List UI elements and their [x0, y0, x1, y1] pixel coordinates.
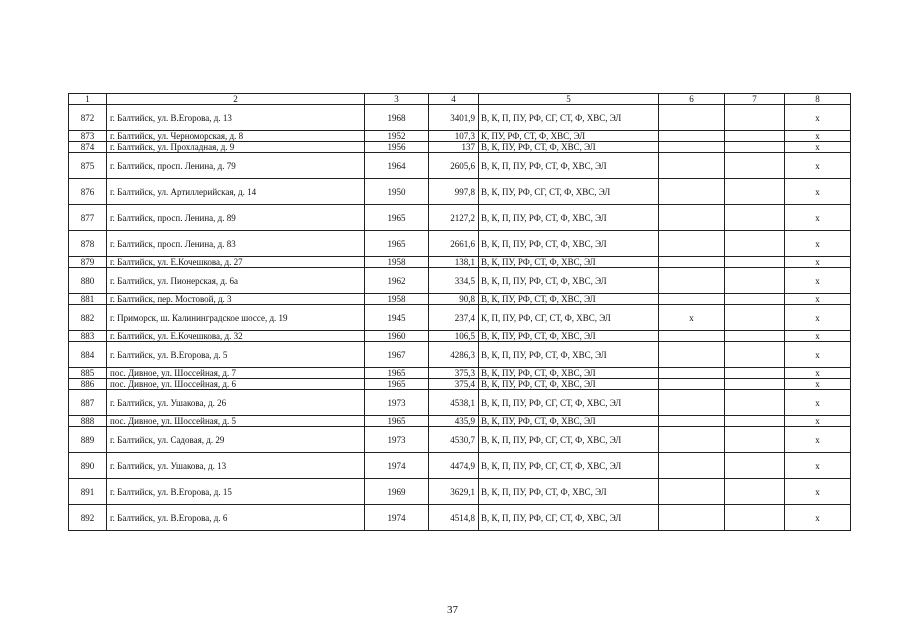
area-cell: 4538,1 — [429, 390, 479, 416]
col8-cell: х — [785, 479, 851, 505]
address-cell: г. Балтийск, ул. Черноморская, д. 8 — [107, 131, 365, 142]
address-cell: г. Балтийск, ул. Прохладная, д. 9 — [107, 142, 365, 153]
table-row — [69, 342, 851, 368]
col8-cell: х — [785, 294, 851, 305]
services-cell: В, К, ПУ, РФ, СТ, Ф, ХВС, ЭЛ — [479, 294, 659, 305]
col6-cell — [659, 379, 725, 390]
services-cell: В, К, ПУ, РФ, СТ, Ф, ХВС, ЭЛ — [479, 257, 659, 268]
year-cell: 1974 — [365, 505, 429, 531]
row-number: 873 — [69, 131, 107, 142]
address-cell: г. Балтийск, ул. Ушакова, д. 26 — [107, 390, 365, 416]
col6-cell — [659, 268, 725, 294]
year-cell: 1950 — [365, 179, 429, 205]
table-row — [69, 331, 851, 342]
row-number: 884 — [69, 342, 107, 368]
col8-cell: х — [785, 390, 851, 416]
table-row — [69, 142, 851, 153]
year-cell: 1965 — [365, 205, 429, 231]
col8-cell: х — [785, 231, 851, 257]
area-cell: 4514,8 — [429, 505, 479, 531]
table-row — [69, 205, 851, 231]
area-cell: 334,5 — [429, 268, 479, 294]
col6-cell — [659, 479, 725, 505]
row-number: 880 — [69, 268, 107, 294]
col8-cell: х — [785, 453, 851, 479]
area-cell: 997,8 — [429, 179, 479, 205]
row-number: 875 — [69, 153, 107, 179]
col6-cell — [659, 231, 725, 257]
col8-cell: х — [785, 205, 851, 231]
row-number: 876 — [69, 179, 107, 205]
header-cell: 1 — [69, 94, 107, 105]
col6-cell: х — [659, 305, 725, 331]
row-number: 878 — [69, 231, 107, 257]
address-cell: г. Балтийск, просп. Ленина, д. 79 — [107, 153, 365, 179]
year-cell: 1969 — [365, 479, 429, 505]
year-cell: 1965 — [365, 231, 429, 257]
area-cell: 237,4 — [429, 305, 479, 331]
col7-cell — [725, 342, 785, 368]
col6-cell — [659, 505, 725, 531]
table-row — [69, 453, 851, 479]
col6-cell — [659, 331, 725, 342]
address-cell: г. Балтийск, ул. Е.Кочешкова, д. 32 — [107, 331, 365, 342]
col8-cell: х — [785, 427, 851, 453]
col6-cell — [659, 153, 725, 179]
address-cell: пос. Дивное, ул. Шоссейная, д. 6 — [107, 379, 365, 390]
row-number: 882 — [69, 305, 107, 331]
col8-cell: х — [785, 379, 851, 390]
table-row — [69, 416, 851, 427]
col8-cell: х — [785, 131, 851, 142]
table-row — [69, 427, 851, 453]
services-cell: В, К, П, ПУ, РФ, СГ, СТ, Ф, ХВС, ЭЛ — [479, 453, 659, 479]
address-cell: г. Балтийск, ул. Ушакова, д. 13 — [107, 453, 365, 479]
year-cell: 1945 — [365, 305, 429, 331]
table-row — [69, 305, 851, 331]
services-cell: В, К, П, ПУ, РФ, СГ, СТ, Ф, ХВС, ЭЛ — [479, 505, 659, 531]
col6-cell — [659, 205, 725, 231]
services-cell: В, К, П, ПУ, РФ, СТ, Ф, ХВС, ЭЛ — [479, 342, 659, 368]
header-cell: 3 — [365, 94, 429, 105]
year-cell: 1967 — [365, 342, 429, 368]
header-cell: 2 — [107, 94, 365, 105]
col7-cell — [725, 505, 785, 531]
table-row — [69, 105, 851, 131]
area-cell: 137 — [429, 142, 479, 153]
col7-cell — [725, 153, 785, 179]
col7-cell — [725, 131, 785, 142]
year-cell: 1973 — [365, 427, 429, 453]
col7-cell — [725, 479, 785, 505]
address-cell: г. Балтийск, ул. Садовая, д. 29 — [107, 427, 365, 453]
area-cell: 90,8 — [429, 294, 479, 305]
col6-cell — [659, 131, 725, 142]
col7-cell — [725, 231, 785, 257]
address-cell: г. Балтийск, просп. Ленина, д. 89 — [107, 205, 365, 231]
area-cell: 2127,2 — [429, 205, 479, 231]
row-number: 890 — [69, 453, 107, 479]
year-cell: 1958 — [365, 294, 429, 305]
address-cell: г. Балтийск, ул. В.Егорова, д. 5 — [107, 342, 365, 368]
year-cell: 1962 — [365, 268, 429, 294]
col7-cell — [725, 390, 785, 416]
col6-cell — [659, 368, 725, 379]
col7-cell — [725, 379, 785, 390]
col6-cell — [659, 105, 725, 131]
table-row — [69, 231, 851, 257]
area-cell: 375,4 — [429, 379, 479, 390]
col7-cell — [725, 142, 785, 153]
col8-cell: х — [785, 368, 851, 379]
table-row — [69, 153, 851, 179]
services-cell: В, К, П, ПУ, РФ, СГ, СТ, Ф, ХВС, ЭЛ — [479, 427, 659, 453]
col6-cell — [659, 390, 725, 416]
col7-cell — [725, 331, 785, 342]
address-cell: пос. Дивное, ул. Шоссейная, д. 7 — [107, 368, 365, 379]
services-cell: В, К, ПУ, РФ, СТ, Ф, ХВС, ЭЛ — [479, 416, 659, 427]
col6-cell — [659, 142, 725, 153]
col7-cell — [725, 268, 785, 294]
address-cell: пос. Дивное, ул. Шоссейная, д. 5 — [107, 416, 365, 427]
services-cell: В, К, П, ПУ, РФ, СТ, Ф, ХВС, ЭЛ — [479, 153, 659, 179]
address-cell: г. Балтийск, ул. Пионерская, д. 6а — [107, 268, 365, 294]
row-number: 892 — [69, 505, 107, 531]
col8-cell: х — [785, 331, 851, 342]
address-cell: г. Балтийск, ул. Артиллерийская, д. 14 — [107, 179, 365, 205]
year-cell: 1964 — [365, 153, 429, 179]
row-number: 888 — [69, 416, 107, 427]
col8-cell: х — [785, 179, 851, 205]
services-cell: В, К, ПУ, РФ, СТ, Ф, ХВС, ЭЛ — [479, 379, 659, 390]
area-cell: 106,5 — [429, 331, 479, 342]
page-number: 37 — [447, 604, 458, 616]
area-cell: 4474,9 — [429, 453, 479, 479]
area-cell: 3629,1 — [429, 479, 479, 505]
row-number: 879 — [69, 257, 107, 268]
address-cell: г. Балтийск, ул. В.Егорова, д. 13 — [107, 105, 365, 131]
col8-cell: х — [785, 257, 851, 268]
col8-cell: х — [785, 305, 851, 331]
year-cell: 1968 — [365, 105, 429, 131]
header-cell: 6 — [659, 94, 725, 105]
col6-cell — [659, 257, 725, 268]
buildings-table — [68, 93, 851, 531]
area-cell: 435,9 — [429, 416, 479, 427]
col6-cell — [659, 427, 725, 453]
table-row — [69, 505, 851, 531]
col7-cell — [725, 453, 785, 479]
col8-cell: х — [785, 142, 851, 153]
address-cell: г. Балтийск, ул. В.Егорова, д. 6 — [107, 505, 365, 531]
row-number: 885 — [69, 368, 107, 379]
area-cell: 3401,9 — [429, 105, 479, 131]
address-cell: г. Приморск, ш. Калининградское шоссе, д. 19 — [107, 305, 365, 331]
row-number: 872 — [69, 105, 107, 131]
col8-cell: х — [785, 342, 851, 368]
address-cell: г. Балтийск, пер. Мостовой, д. 3 — [107, 294, 365, 305]
area-cell: 2661,6 — [429, 231, 479, 257]
services-cell: В, К, ПУ, РФ, СГ, СТ, Ф, ХВС, ЭЛ — [479, 179, 659, 205]
row-number: 891 — [69, 479, 107, 505]
services-cell: К, П, ПУ, РФ, СГ, СТ, Ф, ХВС, ЭЛ — [479, 305, 659, 331]
col7-cell — [725, 427, 785, 453]
address-cell: г. Балтийск, ул. Е.Кочешкова, д. 27 — [107, 257, 365, 268]
col6-cell — [659, 416, 725, 427]
col7-cell — [725, 205, 785, 231]
area-cell: 138,1 — [429, 257, 479, 268]
services-cell: В, К, ПУ, РФ, СТ, Ф, ХВС, ЭЛ — [479, 368, 659, 379]
area-cell: 4530,7 — [429, 427, 479, 453]
col8-cell: х — [785, 505, 851, 531]
year-cell: 1965 — [365, 416, 429, 427]
table-row — [69, 294, 851, 305]
table-row — [69, 390, 851, 416]
table-row — [69, 268, 851, 294]
year-cell: 1952 — [365, 131, 429, 142]
col7-cell — [725, 294, 785, 305]
col7-cell — [725, 416, 785, 427]
year-cell: 1958 — [365, 257, 429, 268]
header-cell: 7 — [725, 94, 785, 105]
col8-cell: х — [785, 105, 851, 131]
table-row — [69, 179, 851, 205]
col6-cell — [659, 453, 725, 479]
row-number: 887 — [69, 390, 107, 416]
year-cell: 1965 — [365, 379, 429, 390]
col7-cell — [725, 305, 785, 331]
area-cell: 4286,3 — [429, 342, 479, 368]
services-cell: В, К, П, ПУ, РФ, СТ, Ф, ХВС, ЭЛ — [479, 479, 659, 505]
row-number: 874 — [69, 142, 107, 153]
col7-cell — [725, 257, 785, 268]
row-number: 881 — [69, 294, 107, 305]
row-number: 886 — [69, 379, 107, 390]
services-cell: В, К, ПУ, РФ, СТ, Ф, ХВС, ЭЛ — [479, 331, 659, 342]
col8-cell: х — [785, 416, 851, 427]
year-cell: 1965 — [365, 368, 429, 379]
col8-cell: х — [785, 268, 851, 294]
year-cell: 1973 — [365, 390, 429, 416]
services-cell: В, К, П, ПУ, РФ, СГ, СТ, Ф, ХВС, ЭЛ — [479, 390, 659, 416]
services-cell: В, К, П, ПУ, РФ, СТ, Ф, ХВС, ЭЛ — [479, 231, 659, 257]
table-row — [69, 379, 851, 390]
col8-cell: х — [785, 153, 851, 179]
table-row — [69, 368, 851, 379]
col7-cell — [725, 368, 785, 379]
services-cell: В, К, П, ПУ, РФ, СТ, Ф, ХВС, ЭЛ — [479, 205, 659, 231]
address-cell: г. Балтийск, ул. В.Егорова, д. 15 — [107, 479, 365, 505]
table-row — [69, 257, 851, 268]
table-row — [69, 131, 851, 142]
services-cell: В, К, ПУ, РФ, СТ, Ф, ХВС, ЭЛ — [479, 142, 659, 153]
col7-cell — [725, 179, 785, 205]
row-number: 877 — [69, 205, 107, 231]
year-cell: 1974 — [365, 453, 429, 479]
row-number: 889 — [69, 427, 107, 453]
col6-cell — [659, 342, 725, 368]
header-cell: 5 — [479, 94, 659, 105]
year-cell: 1960 — [365, 331, 429, 342]
col7-cell — [725, 105, 785, 131]
area-cell: 107,3 — [429, 131, 479, 142]
address-cell: г. Балтийск, просп. Ленина, д. 83 — [107, 231, 365, 257]
services-cell: К, ПУ, РФ, СТ, Ф, ХВС, ЭЛ — [479, 131, 659, 142]
services-cell: В, К, П, ПУ, РФ, СГ, СТ, Ф, ХВС, ЭЛ — [479, 105, 659, 131]
row-number: 883 — [69, 331, 107, 342]
table-header-row — [69, 94, 851, 105]
area-cell: 2605,6 — [429, 153, 479, 179]
services-cell: В, К, П, ПУ, РФ, СТ, Ф, ХВС, ЭЛ — [479, 268, 659, 294]
year-cell: 1956 — [365, 142, 429, 153]
area-cell: 375,3 — [429, 368, 479, 379]
header-cell: 8 — [785, 94, 851, 105]
table-row — [69, 479, 851, 505]
header-cell: 4 — [429, 94, 479, 105]
col6-cell — [659, 294, 725, 305]
col6-cell — [659, 179, 725, 205]
